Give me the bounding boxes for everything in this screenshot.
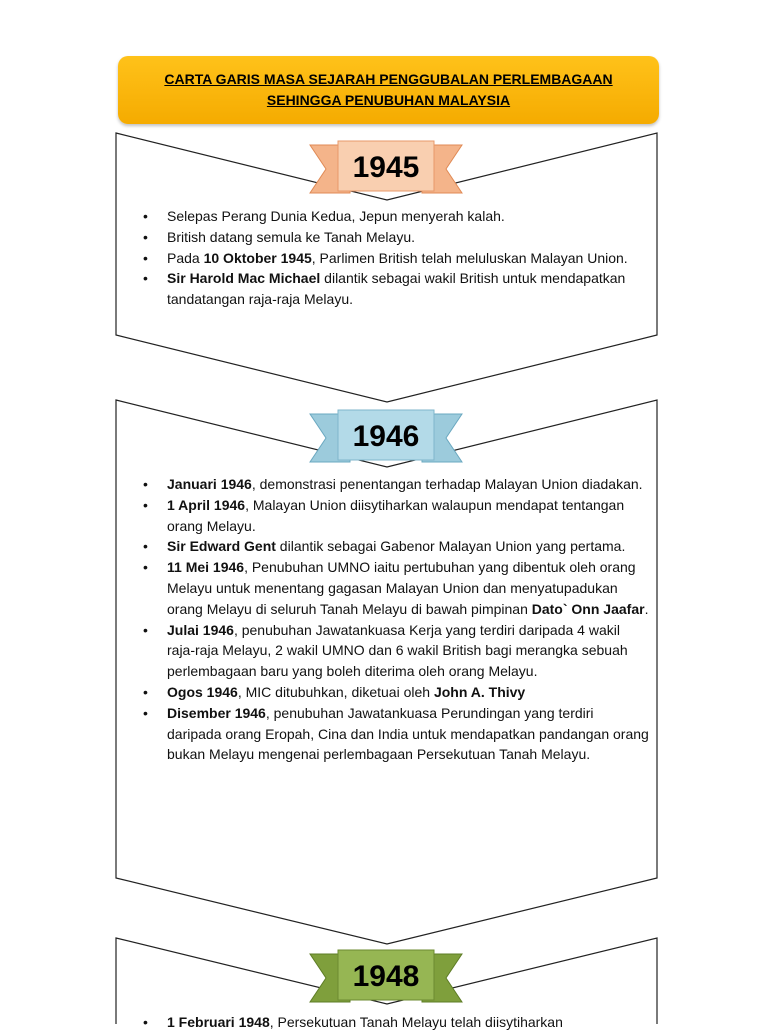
event-highlight: Julai 1946 (167, 621, 234, 638)
event-highlight: John A. Thivy (433, 683, 526, 700)
event-item (140, 682, 650, 703)
event-item (140, 474, 650, 495)
event-highlight: Sir Harold Mac Michael (167, 270, 321, 287)
event-highlight: 1 April 1946 (167, 496, 246, 513)
events-list-1946 (140, 474, 650, 765)
bullet-icon: • (143, 496, 148, 513)
title-line-2: SEHINGGA PENUBUHAN MALAYSIA (266, 92, 511, 108)
bullet-icon: • (143, 538, 148, 555)
bullet-icon: • (143, 270, 148, 287)
event-item (140, 206, 650, 227)
event-item (140, 1012, 650, 1033)
title-line-1: CARTA GARIS MASA SEJARAH PENGGUBALAN PERLEMBAGAAN (164, 71, 613, 87)
year-1945: 1945 (352, 151, 420, 184)
event-item (140, 268, 650, 310)
ribbon-1945 (310, 141, 462, 193)
event-item (140, 703, 650, 765)
event-text: , Parlimen British telah meluluskan Malayan Union. (311, 249, 628, 266)
event-text: . (644, 600, 649, 617)
ribbon-1946 (310, 410, 462, 462)
event-text: Selepas Perang Dunia Kedua, Jepun menyerah kalah. (167, 208, 505, 224)
event-text: , demonstrasi penentangan terhadap Malayan Union diadakan. (251, 476, 643, 492)
event-text: , Persekutuan Tanah Melayu telah diisytiharkan (269, 1014, 563, 1030)
event-highlight: Sir Edward Gent (167, 538, 276, 555)
ribbon-1948 (310, 950, 462, 1002)
event-highlight: 10 Oktober 1945 (203, 249, 312, 266)
event-highlight: Ogos 1946 (167, 683, 238, 700)
event-text: , Penubuhan UMNO iaitu pertubuhan yang dibentuk oleh orang Melayu untuk menentang gagasan Malayan Union dan menyatupadukan orang Melayu di seluruh Tanah Melayu di bawah pimpinan (167, 559, 636, 617)
event-highlight: Dato` Onn Jaafar (531, 600, 645, 617)
event-item (140, 557, 650, 619)
event-highlight: Januari 1946 (167, 476, 252, 492)
events-list-1948 (140, 1012, 650, 1033)
event-highlight: Disember 1946 (167, 704, 266, 721)
events-list-1945 (140, 206, 650, 310)
event-text: , Malayan Union diisytiharkan walaupun mendapat tentangan orang Melayu. (167, 496, 625, 534)
event-text: , penubuhan Jawatankuasa Perundingan yang terdiri daripada orang Eropah, Cina dan India untuk mendapatkan pandangan orang bukan Melayu mengenai perlembagaan Persekutuan Tanah Melayu. (167, 704, 649, 763)
event-text: Pada (167, 249, 204, 266)
event-text: dilantik sebagai Gabenor Malayan Union yang pertama. (275, 538, 626, 555)
bullet-icon: • (143, 559, 148, 576)
event-highlight: 11 Mei 1946 (167, 559, 245, 576)
event-text: British datang semula ke Tanah Melayu. (167, 228, 415, 245)
event-item (140, 536, 650, 557)
bullet-icon: • (143, 683, 148, 700)
event-highlight: 1 Februari 1948 (167, 1014, 270, 1030)
event-text: , penubuhan Jawatankuasa Kerja yang terdiri daripada 4 wakil raja-raja Melayu, 2 wakil UMNO dan 6 wakil British bagi merangka sebuah perlembagaan baru yang boleh diterima oleh orang Melayu. (167, 621, 628, 680)
event-text: dilantik sebagai wakil British untuk mendapatkan tandatangan raja-raja Melayu. (167, 270, 626, 308)
event-item (140, 227, 650, 248)
event-item (140, 495, 650, 537)
year-1948: 1948 (352, 960, 420, 993)
bullet-icon: • (143, 704, 148, 721)
bullet-icon: • (143, 249, 148, 266)
event-item (140, 248, 650, 269)
event-text: , MIC ditubuhkan, diketuai oleh (237, 683, 434, 700)
bullet-icon: • (143, 476, 148, 492)
bullet-icon: • (143, 621, 148, 638)
bullet-icon: • (143, 228, 148, 245)
year-1946: 1946 (352, 420, 420, 453)
bullet-icon: • (143, 1014, 148, 1030)
event-item (140, 620, 650, 682)
bullet-icon: • (143, 208, 148, 224)
